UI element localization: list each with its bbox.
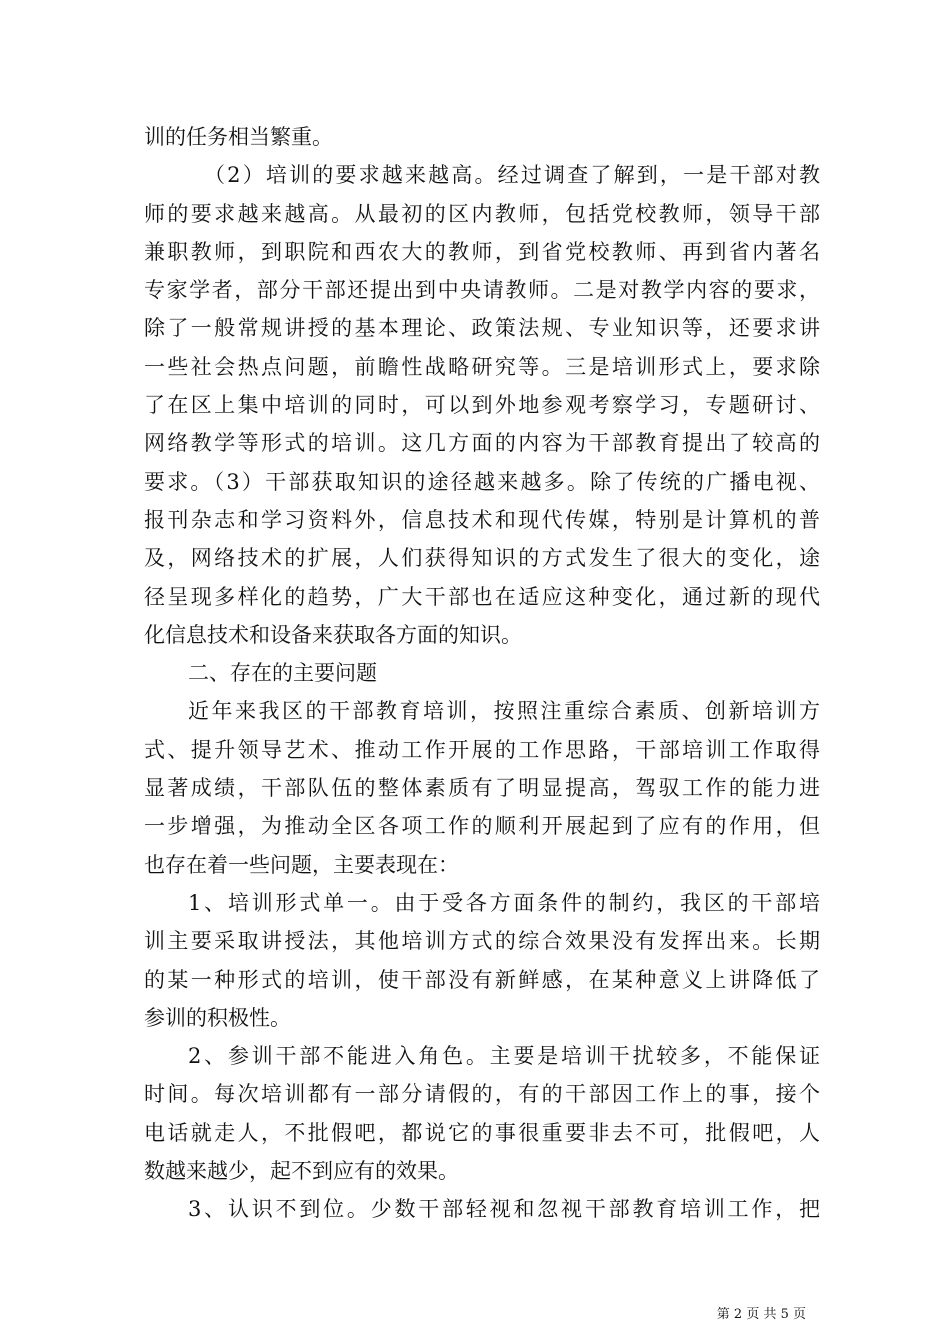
paragraph-line: 也存在着一些问题，主要表现在：: [144, 852, 459, 877]
paragraph-line: 化信息技术和设备来获取各方面的知识。: [144, 622, 522, 647]
paragraph-line: 电话就走人，不批假吧，都说它的事很重要非去不可，批假吧，人: [144, 1120, 820, 1145]
paragraph-line: 的某一种形式的培训，使干部没有新鲜感，在某种意义上讲降低了: [144, 967, 820, 992]
paragraph-line: 要求。（3）干部获取知识的途径越来越多。除了传统的广播电视、: [144, 469, 820, 494]
paragraph-line: （2）培训的要求越来越高。经过调查了解到，一是干部对教: [204, 163, 820, 188]
paragraph-line: 除了一般常规讲授的基本理论、政策法规、专业知识等，还要求讲: [144, 316, 820, 341]
paragraph-line: 兼职教师，到职院和西农大的教师，到省党校教师、再到省内著名: [144, 239, 820, 264]
paragraph-line: 时间。每次培训都有一部分请假的，有的干部因工作上的事，接个: [144, 1082, 820, 1107]
paragraph-line: 师的要求越来越高。从最初的区内教师，包括党校教师，领导干部: [144, 201, 820, 226]
paragraph-line: 近年来我区的干部教育培训，按照注重综合素质、创新培训方: [188, 699, 820, 724]
paragraph-line: 显著成绩，干部队伍的整体素质有了明显提高，驾驭工作的能力进: [144, 776, 820, 801]
page-number: 第 2 页 共 5 页: [716, 1307, 806, 1322]
paragraph-line: 专家学者，部分干部还提出到中央请教师。二是对教学内容的要求，: [144, 278, 820, 303]
paragraph-line: 数越来越少，起不到应有的效果。: [144, 1159, 459, 1184]
paragraph-line: 报刊杂志和学习资料外，信息技术和现代传媒，特别是计算机的普: [144, 507, 820, 532]
section-heading: 二、存在的主要问题: [188, 661, 377, 686]
paragraph-line: 一步增强，为推动全区各项工作的顺利开展起到了应有的作用，但: [144, 814, 820, 839]
paragraph-line: 网络教学等形式的培训。这几方面的内容为干部教育提出了较高的: [144, 431, 820, 456]
paragraph-line: 一些社会热点问题，前瞻性战略研究等。三是培训形式上，要求除: [144, 354, 820, 379]
paragraph-line: 径呈现多样化的趋势，广大干部也在适应这种变化，通过新的现代: [144, 584, 820, 609]
paragraph-line: 参训的积极性。: [144, 1005, 291, 1030]
paragraph-line: 训的任务相当繁重。: [144, 125, 333, 149]
paragraph-line: 1、培训形式单一。由于受各方面条件的制约，我区的干部培: [188, 890, 820, 915]
paragraph-line: 了在区上集中培训的同时，可以到外地参观考察学习，专题研讨、: [144, 393, 820, 418]
document-body: [144, 118, 820, 1229]
paragraph-line: 训主要采取讲授法，其他培训方式的综合效果没有发挥出来。长期: [144, 929, 820, 954]
paragraph-line: 式、提升领导艺术、推动工作开展的工作思路，干部培训工作取得: [144, 737, 820, 762]
paragraph-line: 及，网络技术的扩展，人们获得知识的方式发生了很大的变化，途: [144, 546, 820, 571]
paragraph-line: 2、参训干部不能进入角色。主要是培训干扰较多，不能保证: [188, 1044, 820, 1069]
paragraph-line: 3、认识不到位。少数干部轻视和忽视干部教育培训工作，把: [188, 1197, 820, 1222]
